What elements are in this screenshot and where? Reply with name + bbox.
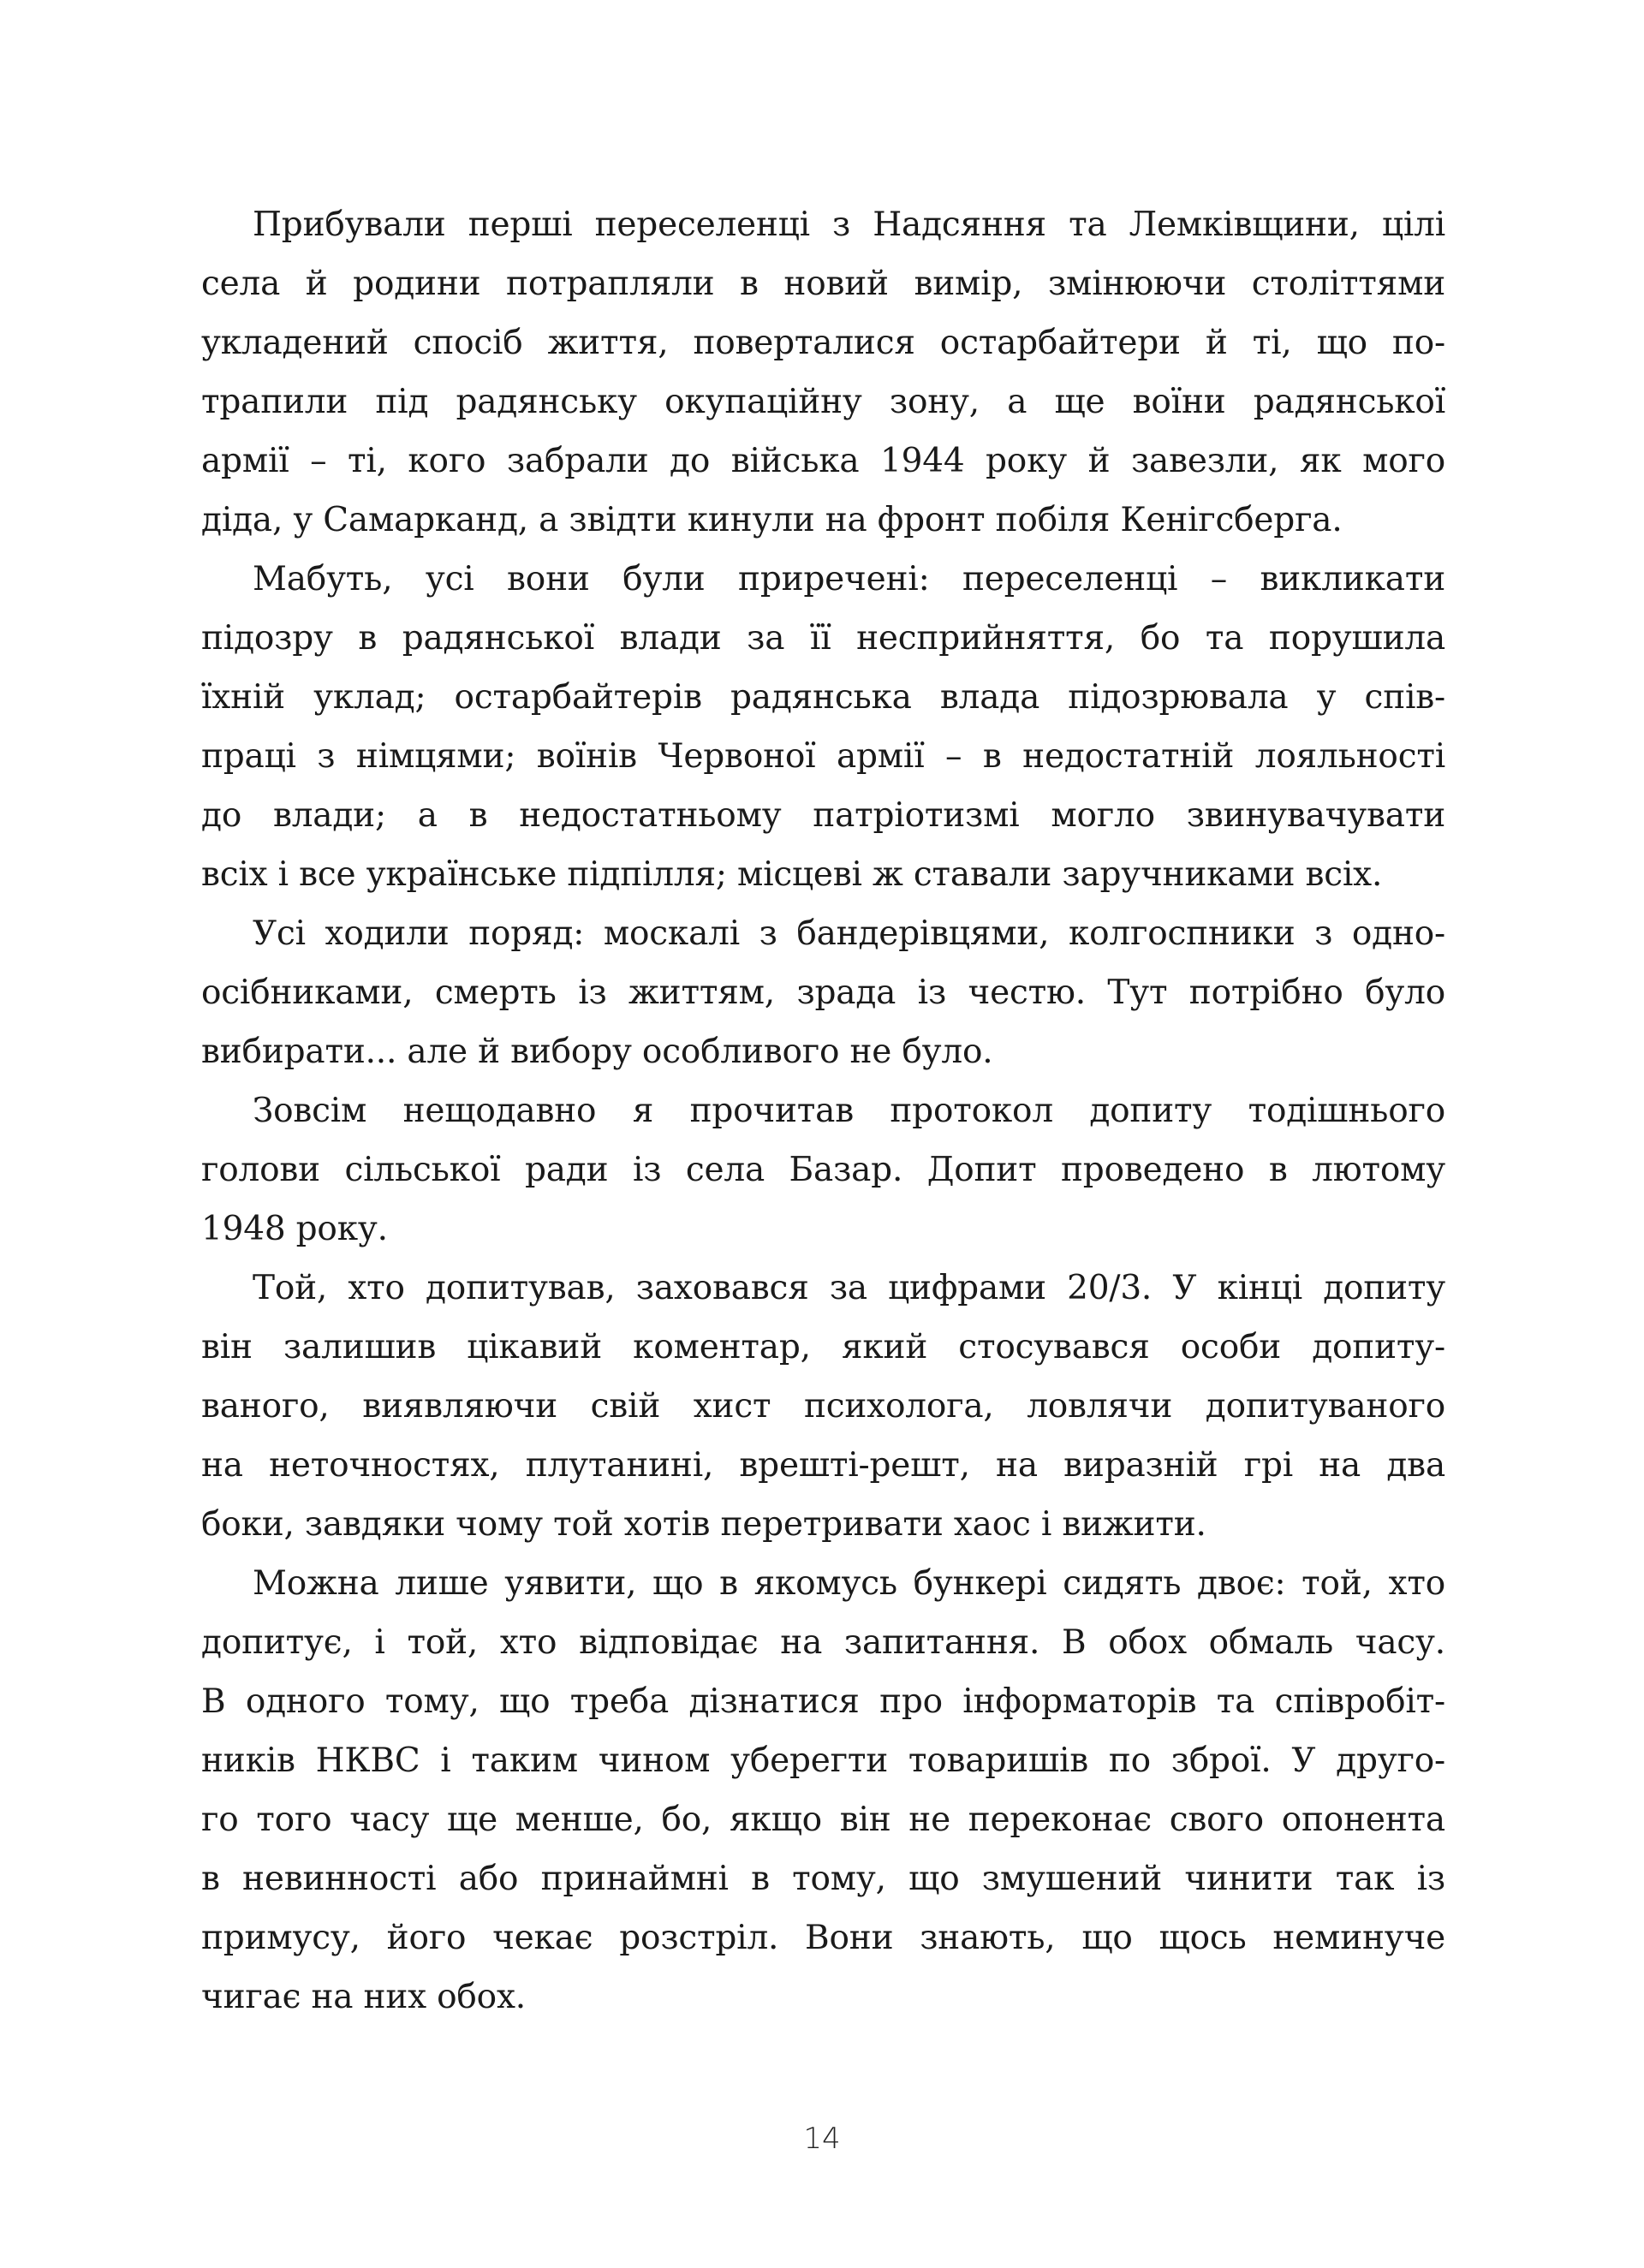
paragraph-3 bbox=[201, 904, 1445, 1081]
text-line: чигає на них обох. bbox=[201, 1978, 526, 2016]
text-line: ників НКВС і таким чином уберегти товаришів по зброї. У друго- bbox=[201, 1741, 1445, 1780]
paragraph-4 bbox=[201, 1081, 1445, 1259]
page-number: 14 bbox=[803, 2122, 841, 2156]
text-line: вибирати... але й вибору особливого не було. bbox=[201, 1033, 993, 1071]
text-line: підозру в радянської влади за її несприйняття, бо та порушила bbox=[201, 619, 1445, 658]
text-line: укладений спосіб життя, поверталися остарбайтери й ті, що по- bbox=[201, 324, 1445, 362]
text-line: 1948 року. bbox=[201, 1210, 388, 1248]
text-line: всіх і все українське підпілля; місцеві ж ставали заручниками всіх. bbox=[201, 855, 1383, 894]
text-line: він залишив цікавий коментар, який стосувався особи допиту- bbox=[201, 1328, 1445, 1366]
text-line: боки, завдяки чому той хотів перетривати хаос і вижити. bbox=[201, 1505, 1206, 1544]
paragraph-5 bbox=[201, 1259, 1445, 1554]
paragraph-1 bbox=[201, 195, 1445, 550]
text-line: Можна лише уявити, що в якомусь бункері сидять двоє: той, хто bbox=[253, 1564, 1445, 1603]
text-line: Той, хто допитував, заховався за цифрами 20/3. У кінці допиту bbox=[253, 1269, 1445, 1307]
text-line: го того часу ще менше, бо, якщо він не переконає свого опонента bbox=[201, 1801, 1445, 1839]
text-line: Зовсім нещодавно я прочитав протокол допиту тодішнього bbox=[253, 1092, 1445, 1130]
text-line: осібниками, смерть із життям, зрада із честю. Тут потрібно було bbox=[201, 973, 1445, 1012]
text-line: в невинності або принаймні в тому, що змушений чинити так із bbox=[201, 1860, 1445, 1898]
text-line: примусу, його чекає розстріл. Вони знають, що щось неминуче bbox=[201, 1919, 1445, 1957]
text-line: В одного тому, що треба дізнатися про інформаторів та співробіт- bbox=[201, 1682, 1445, 1721]
text-line: до влади; а в недостатньому патріотизмі могло звинувачувати bbox=[201, 796, 1445, 835]
text-line: села й родини потрапляли в новий вимір, змінюючи століттями bbox=[201, 265, 1445, 303]
text-line: Мабуть, усі вони були приречені: переселенці – викликати bbox=[253, 560, 1445, 598]
text-line: трапили під радянську окупаційну зону, а ще воїни радянської bbox=[201, 383, 1445, 421]
text-line: на неточностях, плутанині, врешті-решт, на виразній грі на два bbox=[201, 1446, 1445, 1485]
text-line: допитує, і той, хто відповідає на запитання. В обох обмаль часу. bbox=[201, 1623, 1445, 1662]
text-line: їхній уклад; остарбайтерів радянська влада підозрювала у спів- bbox=[201, 678, 1445, 717]
text-line: праці з німцями; воїнів Червоної армії – в недостатній лояльності bbox=[201, 737, 1445, 776]
text-line: голови сільської ради із села Базар. Допит проведено в лютому bbox=[201, 1151, 1445, 1189]
paragraph-6 bbox=[201, 1554, 1445, 2027]
text-line: Усі ходили поряд: москалі з бандерівцями, колгоспники з одно- bbox=[253, 914, 1445, 953]
body-text bbox=[201, 195, 1445, 2027]
text-line: Прибували перші переселенці з Надсяння та Лемківщини, цілі bbox=[253, 205, 1445, 244]
text-line: армії – ті, кого забрали до війська 1944 року й завезли, як мого bbox=[201, 442, 1445, 480]
text-line: ваного, виявляючи свій хист психолога, ловлячи допитуваного bbox=[201, 1387, 1445, 1426]
text-line: діда, у Самарканд, а звідти кинули на фронт побіля Кенігсберга. bbox=[201, 501, 1343, 539]
paragraph-2 bbox=[201, 550, 1445, 904]
